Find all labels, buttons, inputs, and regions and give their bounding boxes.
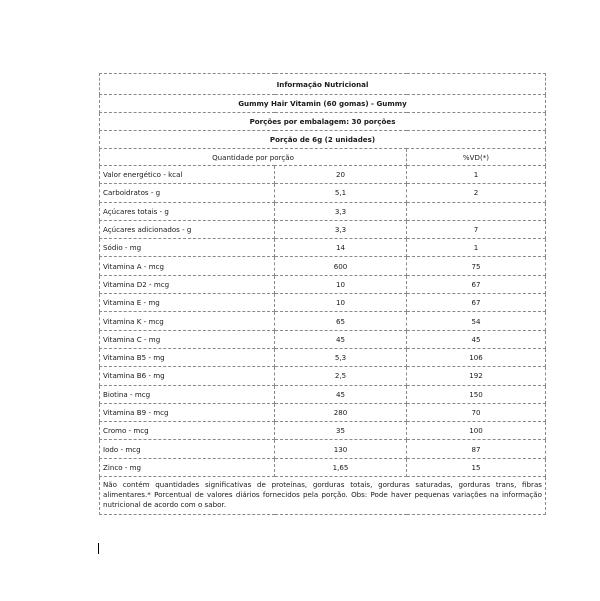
product-name: Gummy Hair Vitamin (60 gomas) - Gummy bbox=[100, 95, 546, 113]
nutrient-row bbox=[100, 348, 546, 366]
nutrient-dv: 45 bbox=[407, 330, 546, 348]
nutrient-name: Biotina - mcg bbox=[100, 385, 275, 403]
quantity-column-header: Quantidade por porção bbox=[100, 149, 407, 166]
nutrient-quantity: 3,3 bbox=[275, 202, 407, 220]
nutrient-dv: 192 bbox=[407, 367, 546, 385]
nutrient-dv: 70 bbox=[407, 403, 546, 421]
nutrient-name: Açúcares adicionados - g bbox=[100, 220, 275, 238]
nutrient-row bbox=[100, 239, 546, 257]
nutrient-quantity: 1,65 bbox=[275, 458, 407, 476]
servings-row bbox=[100, 113, 546, 131]
nutrient-dv: 7 bbox=[407, 220, 546, 238]
nutrient-row bbox=[100, 202, 546, 220]
nutrient-quantity: 2,5 bbox=[275, 367, 407, 385]
nutrient-name: Vitamina E - mg bbox=[100, 294, 275, 312]
nutrient-row bbox=[100, 275, 546, 293]
nutrient-rows bbox=[100, 166, 546, 477]
nutrient-dv: 100 bbox=[407, 422, 546, 440]
nutrient-row bbox=[100, 184, 546, 202]
footer-row bbox=[100, 477, 546, 515]
nutrient-name: Iodo - mcg bbox=[100, 440, 275, 458]
dv-column-header: %VD(*) bbox=[407, 149, 546, 166]
nutrient-quantity: 10 bbox=[275, 294, 407, 312]
nutrient-name: Sódio - mg bbox=[100, 239, 275, 257]
nutrient-name: Zinco - mg bbox=[100, 458, 275, 476]
nutrient-dv bbox=[407, 202, 546, 220]
nutrient-name: Vitamina A - mcg bbox=[100, 257, 275, 275]
nutrient-name: Vitamina B5 - mg bbox=[100, 348, 275, 366]
nutrient-dv: 106 bbox=[407, 348, 546, 366]
servings-per-package: Porções por embalagem: 30 porções bbox=[100, 113, 546, 131]
nutrient-row bbox=[100, 422, 546, 440]
nutrient-dv: 150 bbox=[407, 385, 546, 403]
nutrient-name: Valor energético - kcal bbox=[100, 166, 275, 184]
text-cursor bbox=[98, 543, 99, 554]
nutrient-dv: 15 bbox=[407, 458, 546, 476]
nutrient-row bbox=[100, 257, 546, 275]
nutrient-quantity: 65 bbox=[275, 312, 407, 330]
nutrient-quantity: 3,3 bbox=[275, 220, 407, 238]
nutrient-name: Vitamina B6 - mg bbox=[100, 367, 275, 385]
nutrient-name: Vitamina D2 - mcg bbox=[100, 275, 275, 293]
nutrient-quantity: 45 bbox=[275, 385, 407, 403]
product-row bbox=[100, 95, 546, 113]
title-row bbox=[100, 74, 546, 95]
nutrient-row bbox=[100, 367, 546, 385]
nutrient-row bbox=[100, 440, 546, 458]
nutrient-quantity: 130 bbox=[275, 440, 407, 458]
nutrient-row bbox=[100, 458, 546, 476]
nutrient-name: Vitamina K - mcg bbox=[100, 312, 275, 330]
nutrient-row bbox=[100, 312, 546, 330]
serving-size: Porção de 6g (2 unidades) bbox=[100, 131, 546, 149]
nutrient-name: Vitamina B9 - mcg bbox=[100, 403, 275, 421]
nutrient-quantity: 280 bbox=[275, 403, 407, 421]
nutrient-quantity: 20 bbox=[275, 166, 407, 184]
nutrient-dv: 67 bbox=[407, 275, 546, 293]
nutrient-name: Cromo - mcg bbox=[100, 422, 275, 440]
nutrient-dv: 87 bbox=[407, 440, 546, 458]
serving-size-row bbox=[100, 131, 546, 149]
nutrition-table bbox=[99, 73, 546, 515]
nutrient-row bbox=[100, 220, 546, 238]
nutrient-row bbox=[100, 166, 546, 184]
nutrient-dv: 1 bbox=[407, 166, 546, 184]
nutrient-quantity: 35 bbox=[275, 422, 407, 440]
nutrient-quantity: 5,1 bbox=[275, 184, 407, 202]
nutrient-dv: 1 bbox=[407, 239, 546, 257]
nutrient-dv: 67 bbox=[407, 294, 546, 312]
nutrient-quantity: 10 bbox=[275, 275, 407, 293]
nutrient-name: Vitamina C - mg bbox=[100, 330, 275, 348]
nutrient-row bbox=[100, 294, 546, 312]
nutrient-name: Açúcares totais - g bbox=[100, 202, 275, 220]
nutrient-row bbox=[100, 330, 546, 348]
nutrient-dv: 2 bbox=[407, 184, 546, 202]
nutrient-quantity: 14 bbox=[275, 239, 407, 257]
nutrient-row bbox=[100, 385, 546, 403]
footnote: Não contém quantidades significativas de proteínas, gorduras totais, gorduras saturadas, gorduras trans, fibras alimentares.* Porcentual de valores diários fornecidos pela porção. Obs: Pode haver pequenas variações na informação nutricional de acordo com o sabor. bbox=[100, 477, 546, 515]
nutrient-row bbox=[100, 403, 546, 421]
nutrient-quantity: 45 bbox=[275, 330, 407, 348]
nutrient-quantity: 5,3 bbox=[275, 348, 407, 366]
nutrient-quantity: 600 bbox=[275, 257, 407, 275]
nutrient-dv: 75 bbox=[407, 257, 546, 275]
table-title: Informação Nutricional bbox=[100, 74, 546, 95]
nutrient-dv: 54 bbox=[407, 312, 546, 330]
nutrient-name: Carboidratos - g bbox=[100, 184, 275, 202]
column-header-row bbox=[100, 149, 546, 166]
